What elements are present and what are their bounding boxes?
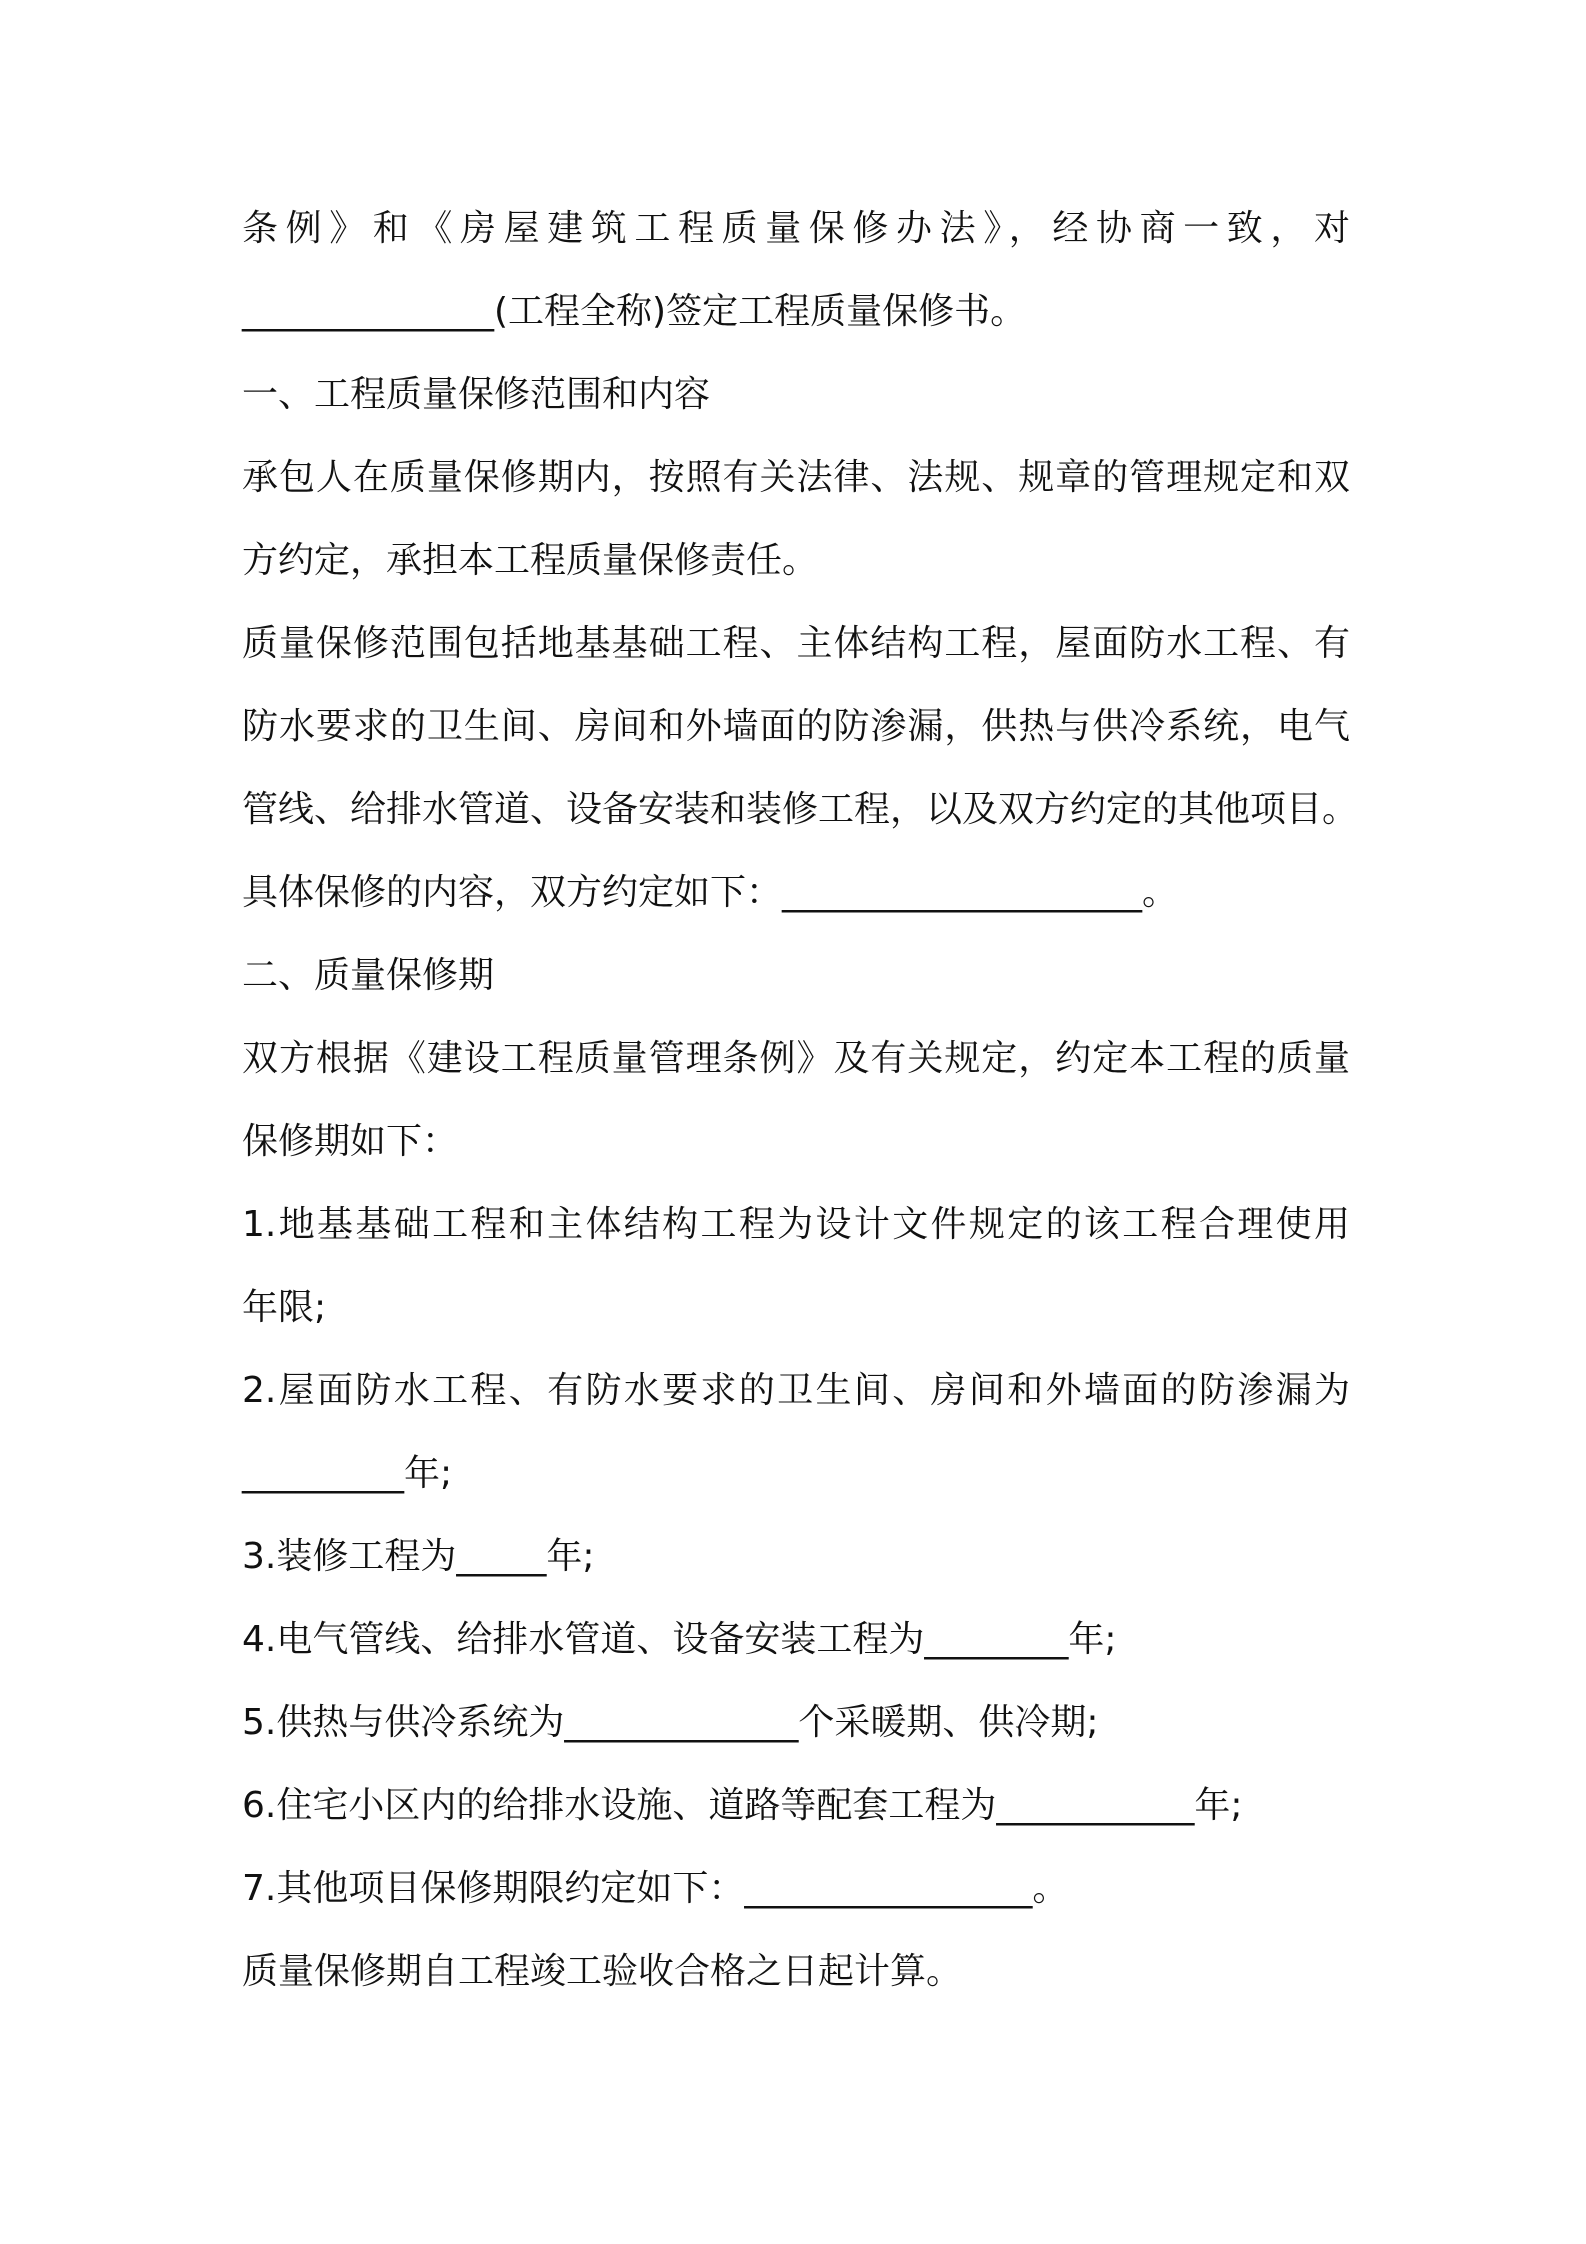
text-line: 保修期如下： — [242, 1121, 459, 1162]
list-item: 6.住宅小区内的给排水设施、道路等配套工程为___________年; — [242, 1785, 1243, 1826]
list-item: 1.地基基础工程和主体结构工程为设计文件规定的该工程合理使用 — [242, 1204, 1350, 1245]
list-item: 5.供热与供冷系统为_____________个采暖期、供冷期; — [242, 1702, 1099, 1743]
text-line: ______________(工程全称)签定工程质量保修书。 — [242, 291, 1027, 332]
list-item: 2.屋面防水工程、有防水要求的卫生间、房间和外墙面的防渗漏为 — [242, 1370, 1350, 1411]
text-line: 方约定，承担本工程质量保修责任。 — [242, 540, 819, 581]
text-line: 双方根据《建设工程质量管理条例》及有关规定，约定本工程的质量 — [242, 1038, 1350, 1079]
list-item: 4.电气管线、给排水管道、设备安装工程为________年; — [242, 1619, 1117, 1660]
text-line: 具体保修的内容，双方约定如下：____________________。 — [242, 872, 1179, 913]
list-item: 7.其他项目保修期限约定如下：________________。 — [242, 1868, 1069, 1909]
text-line: _________年; — [242, 1453, 453, 1494]
text-line: 承包人在质量保修期内，按照有关法律、法规、规章的管理规定和双 — [242, 457, 1350, 498]
text-line: 质量保修期自工程竣工验收合格之日起计算。 — [242, 1951, 963, 1992]
section-heading: 一、工程质量保修范围和内容 — [242, 374, 711, 415]
text-line: 防水要求的卫生间、房间和外墙面的防渗漏，供热与供冷系统，电气 — [242, 706, 1350, 747]
text-line: 年限; — [242, 1287, 327, 1328]
section-heading: 二、质量保修期 — [242, 955, 495, 996]
text-line: 条例》和《房屋建筑工程质量保修办法》，经协商一致，对 — [242, 208, 1350, 249]
list-item: 3.装修工程为_____年; — [242, 1536, 595, 1577]
text-line: 质量保修范围包括地基基础工程、主体结构工程，屋面防水工程、有 — [242, 623, 1350, 664]
text-line: 管线、给排水管道、设备安装和装修工程，以及双方约定的其他项目。 — [242, 789, 1359, 830]
